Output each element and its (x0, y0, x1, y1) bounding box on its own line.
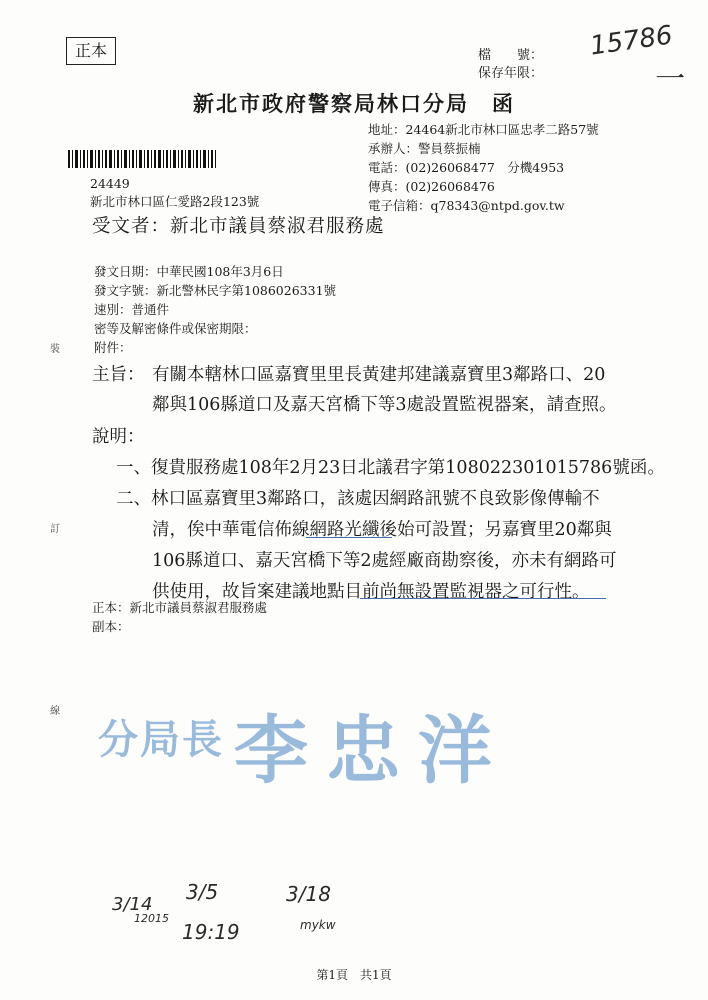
explanation-item-2-line-1: 二、林口區嘉寶里3鄰路口，該處因網路訊號不良致影像傳輸不 (116, 489, 600, 509)
barcode (68, 150, 216, 168)
binding-mark-zhuang: 裝 (50, 344, 60, 355)
recipient: 受文者：新北市議員蔡淑君服務處 (92, 216, 385, 237)
subject-label: 主旨： (92, 365, 145, 385)
sender-email: 電子信箱：q78343@ntpd.gov.tw (368, 198, 565, 213)
pen-underline-conclusion (360, 598, 606, 599)
explanation-label: 說明： (92, 427, 145, 447)
handwritten-date-1-sub: 12015 (134, 912, 169, 925)
chief-stamp-name: 李忠洋 (234, 708, 510, 794)
sender-contact: 承辦人：警員蔡振楠 (368, 141, 481, 156)
file-number-label: 檔 號： (478, 48, 544, 63)
recipient-address: 新北市林口區仁愛路2段123號 (90, 194, 260, 209)
attachment: 附件： (94, 340, 132, 355)
explanation-item-2-line-4: 供使用，故旨案建議地點目前尚無設置監視器之可行性。 (152, 582, 590, 602)
handwritten-date-3-sub: mykw (300, 918, 336, 932)
subject-line-1: 有關本轄林口區嘉寶里里長黃建邦建議嘉寶里3鄰路口、20 (152, 365, 606, 385)
sender-phone: 電話：(02)26068477 分機4953 (368, 160, 565, 175)
handwritten-date-2-sub: 19:19 (182, 920, 240, 944)
binding-mark-ding: 訂 (50, 524, 60, 535)
handwritten-date-1: 3/14 (112, 894, 153, 915)
document-title: 新北市政府警察局林口分局 函 (193, 91, 515, 116)
subject-line-2: 鄰與106縣道口及嘉天宮橋下等3處設置監視器案，請查照。 (152, 395, 617, 415)
binding-mark-xian: 線 (50, 706, 60, 717)
secrecy-level: 密等及解密條件或保密期限： (94, 321, 257, 336)
handwritten-date-2: 3/5 (186, 880, 219, 904)
handwritten-date-3: 3/18 (286, 882, 331, 906)
page-footer: 第1頁 共1頁 (316, 968, 392, 982)
sender-fax: 傳真：(02)26068476 (368, 179, 495, 194)
document-number: 發文字號：新北警林民字第1086026331號 (94, 283, 337, 298)
copy-type-box: 正本 (66, 37, 116, 65)
handwritten-case-number: 15786 (588, 20, 675, 62)
chief-stamp-title: 分局長 (98, 716, 224, 763)
retention-label: 保存年限： (478, 66, 544, 81)
explanation-item-2-line-2: 清，俟中華電信佈線網路光纖後始可設置；另嘉寶里20鄰與 (152, 520, 612, 540)
explanation-item-2-line-3: 106縣道口、嘉天宮橋下等2處經廠商勘察後，亦未有網路可 (152, 551, 617, 571)
recipient-postal-code: 24449 (90, 176, 130, 191)
handwritten-mark: 一 (652, 62, 682, 97)
cc-original: 正本：新北市議員蔡淑君服務處 (92, 600, 268, 615)
delivery-speed: 速別：普通件 (94, 302, 170, 317)
pen-underline-fiber (306, 537, 392, 538)
explanation-item-1: 一、復貴服務處108年2月23日北議君字第108022301015786號函。 (116, 458, 665, 478)
issue-date: 發文日期：中華民國108年3月6日 (94, 264, 284, 279)
cc-copy: 副本： (92, 619, 130, 634)
sender-address: 地址：24464新北市林口區忠孝二路57號 (368, 122, 599, 137)
